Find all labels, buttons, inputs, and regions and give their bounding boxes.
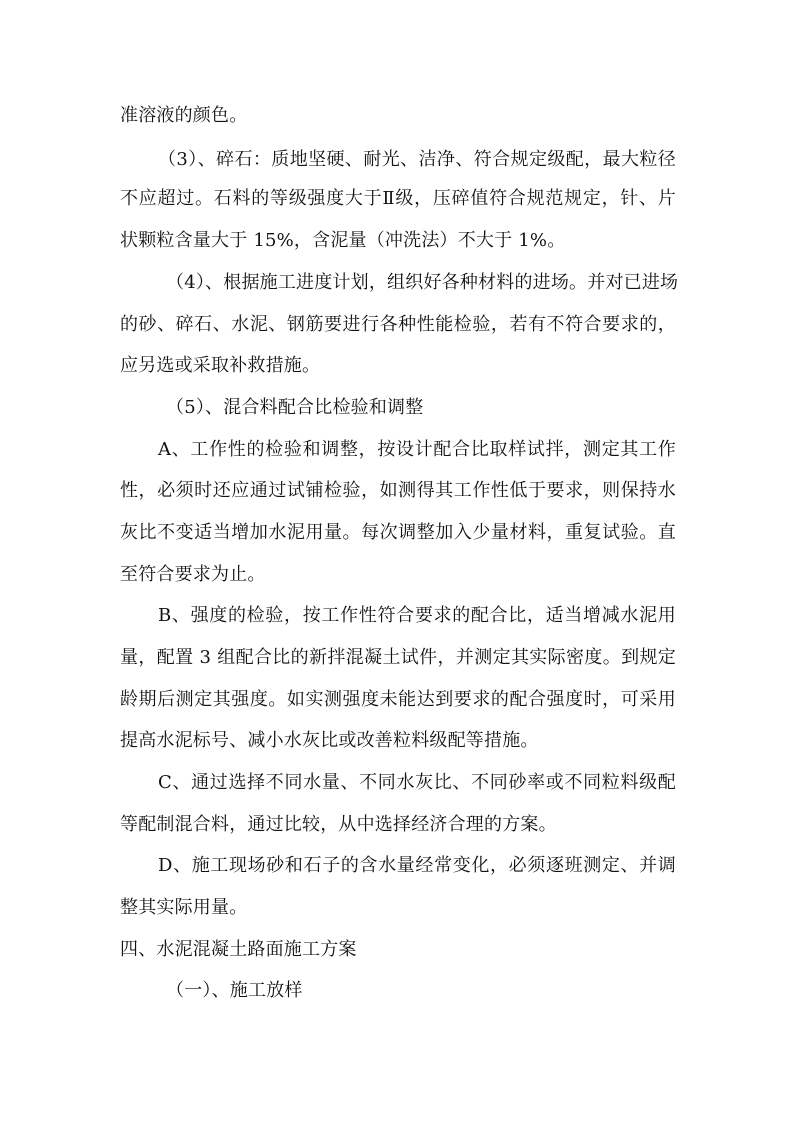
paragraph-line: 的砂、碎石、水泥、钢筋要进行各种性能检验，若有不符合要求的， <box>120 314 676 335</box>
paragraph-line: 至符合要求为止。 <box>120 564 266 585</box>
section-heading: 四、水泥混凝土路面施工方案 <box>120 939 357 960</box>
section-heading: （5）、混合料配合比检验和调整 <box>166 397 424 418</box>
paragraph-line: 状颗粒含量大于 15%，含泥量（冲洗法）不大于 1%。 <box>120 230 566 251</box>
paragraph-line: C、通过选择不同水量、不同水灰比、不同砂率或不同粒料级配 <box>158 772 676 793</box>
paragraph-line: 提高水泥标号、减小水灰比或改善粒料级配等措施。 <box>120 730 539 751</box>
paragraph-line: 性，必须时还应通过试铺检验，如测得其工作性低于要求，则保持水 <box>120 480 676 501</box>
paragraph-line: （4）、根据施工进度计划，组织好各种材料的进场。并对已进场 <box>166 272 679 293</box>
paragraph-line: 整其实际用量。 <box>120 897 248 918</box>
paragraph-line: D、施工现场砂和石子的含水量经常变化，必须逐班测定、并调 <box>158 855 676 876</box>
paragraph-line: 不应超过。石料的等级强度大于Ⅱ级，压碎值符合规范规定，针、片 <box>120 188 676 209</box>
paragraph-line: 等配制混合料，通过比较，从中选择经济合理的方案。 <box>120 814 557 835</box>
paragraph-line: （3）、碎石：质地坚硬、耐光、洁净、符合规定级配，最大粒径 <box>158 149 676 170</box>
paragraph-line: B、强度的检验，按工作性符合要求的配合比，适当增减水泥用 <box>158 605 676 626</box>
paragraph-line: A、工作性的检验和调整，按设计配合比取样试拌，测定其工作 <box>158 439 676 460</box>
paragraph-line: 量，配置 3 组配合比的新拌混凝土试件，并测定其实际密度。到规定 <box>120 647 676 668</box>
subsection-heading: （一）、施工放样 <box>166 980 303 1001</box>
paragraph-line: 龄期后测定其强度。如实测强度未能达到要求的配合强度时，可采用 <box>120 689 676 710</box>
paragraph-line: 应另选或采取补救措施。 <box>120 355 321 376</box>
paragraph-line: 准溶液的颜色。 <box>120 105 248 126</box>
paragraph-line: 灰比不变适当增加水泥用量。每次调整加入少量材料，重复试验。直 <box>120 522 676 543</box>
